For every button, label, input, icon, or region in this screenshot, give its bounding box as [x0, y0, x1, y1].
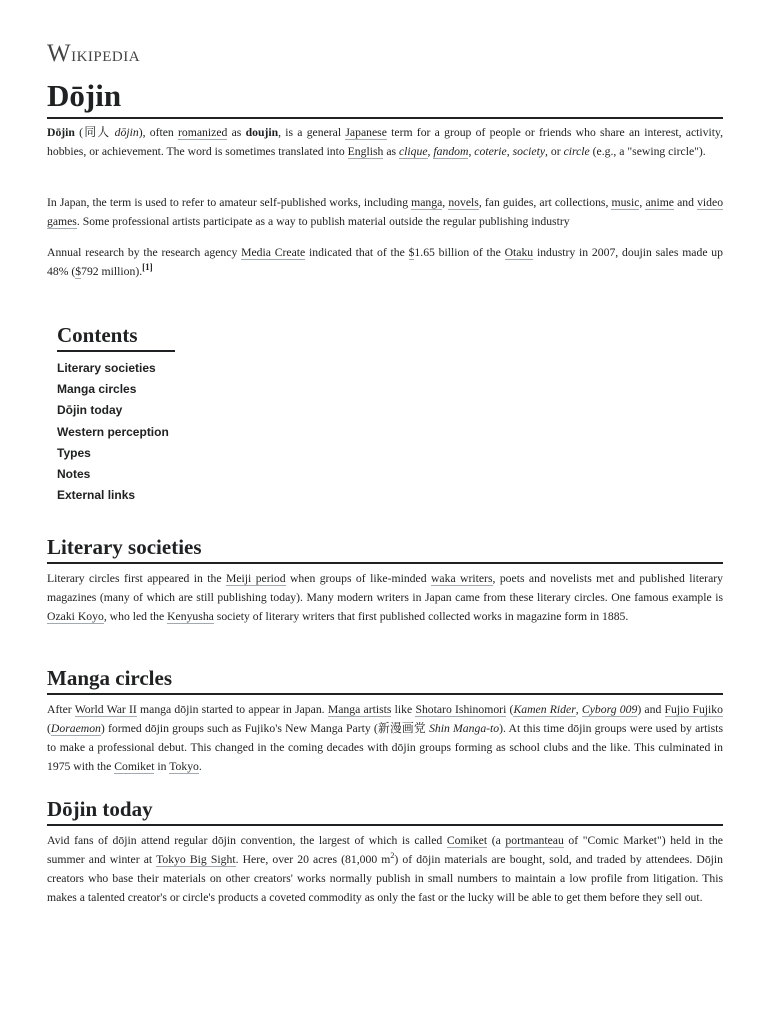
citation-ref-1[interactable]: [1] — [142, 262, 153, 273]
link-manga[interactable]: manga — [411, 196, 443, 209]
text: , poets and novelists met and published literary magazines (many of which are still publishing today). Many modern writers in Japan came from these literary circles. One famous example is — [47, 572, 723, 604]
link-kenyusha[interactable]: Kenyusha — [167, 610, 214, 623]
toc-item-dojin-today[interactable]: Dōjin today — [57, 403, 123, 418]
link-clique[interactable]: clique — [398, 145, 428, 158]
text: , fan guides, art collections, — [478, 196, 612, 209]
text: in — [154, 760, 170, 773]
link-media-create[interactable]: Media Create — [241, 246, 306, 259]
link-meiji-period[interactable]: Meiji period — [225, 572, 286, 585]
table-of-contents — [57, 320, 277, 506]
dojin-today-paragraph — [47, 831, 723, 907]
superscript-2: 2 — [390, 851, 395, 861]
link-fandom[interactable]: fandom — [433, 145, 469, 158]
text: as — [383, 145, 399, 158]
text: manga dōjin started to appear in Japan. — [136, 703, 328, 716]
text: ), often — [138, 126, 179, 139]
text: society of literary writers that first published collected works in magazine form in 1885. — [213, 610, 629, 623]
text: , or — [545, 145, 564, 158]
toc-list — [57, 358, 277, 506]
link-comiket[interactable]: Comiket — [114, 760, 155, 773]
term-bold: Dōjin — [47, 126, 75, 139]
manga-circles-paragraph — [47, 700, 723, 776]
text: (e.g., a "sewing circle"). — [589, 145, 706, 158]
link-tokyo-big-sight[interactable]: Tokyo Big Sight — [156, 853, 236, 866]
link-japanese[interactable]: Japanese — [345, 126, 387, 139]
text: , — [427, 145, 434, 158]
link-world-war-ii[interactable]: World War II — [74, 703, 137, 716]
text: , — [468, 145, 475, 158]
term-doujin: doujin — [245, 126, 279, 139]
term-shin-manga-to: Shin Manga-to — [429, 722, 500, 735]
link-ozaki-koyo[interactable]: Ozaki Koyo — [47, 610, 104, 623]
toc-item-manga-circles[interactable]: Manga circles — [57, 382, 137, 397]
text: , who led the — [103, 610, 168, 623]
text: Literary circles first appeared in the — [47, 572, 226, 585]
wikipedia-wordmark[interactable] — [47, 40, 140, 68]
text: , the largest of which is called — [292, 834, 447, 847]
text: (同人 — [74, 126, 115, 139]
link-english[interactable]: English — [347, 145, 384, 158]
toc-item-external-links[interactable]: External links — [57, 488, 136, 503]
term-coterie: coterie — [474, 145, 507, 158]
link-comiket-2[interactable]: Comiket — [446, 834, 488, 847]
text: as — [227, 126, 246, 139]
text: , — [442, 196, 449, 209]
intro-paragraph-3 — [47, 243, 723, 281]
link-tokyo[interactable]: Tokyo — [169, 760, 199, 773]
section-heading-manga-circles: Manga circles — [47, 664, 723, 695]
toc-item-literary-societies[interactable]: Literary societies — [57, 361, 156, 375]
link-cyborg-009[interactable]: Cyborg 009 — [581, 703, 638, 716]
link-music[interactable]: music — [611, 196, 640, 209]
intro-paragraph-2 — [47, 193, 723, 231]
text: , — [639, 196, 646, 209]
link-waka-writers[interactable]: waka writers — [430, 572, 493, 585]
text: ) and — [637, 703, 665, 716]
link-doraemon[interactable]: Doraemon — [50, 722, 101, 735]
toc-title: Contents — [57, 320, 175, 352]
text: industry in 2007, doujin sales made up 48% ( — [47, 246, 723, 278]
page-title: Dōjin — [47, 76, 723, 119]
text: ) formed dōjin groups such as Fujiko's New Manga Party (新漫画党 — [100, 722, 430, 735]
text: 792 million). — [81, 265, 143, 278]
link-dollar-2[interactable]: $ — [75, 265, 82, 278]
term-circle: circle — [563, 145, 590, 158]
link-romanized[interactable]: romanized — [178, 126, 228, 139]
text: ). At this time dōjin groups were used by artists to make a professional debut. This changed in the coming decades with dōjin groups forming as school clubs and the like. This culminated in 1975 with the — [47, 722, 724, 773]
text: (a — [487, 834, 506, 847]
toc-item-western-perception[interactable]: Western perception — [57, 424, 169, 439]
link-video-games[interactable]: video games — [47, 196, 724, 228]
toc-item-notes[interactable]: Notes — [57, 467, 91, 482]
text: Annual research by the research agency — [47, 246, 242, 259]
term-society: society — [512, 145, 546, 158]
wordmark-initial: W — [47, 40, 72, 67]
text: , — [575, 703, 582, 716]
text: and — [674, 196, 698, 209]
link-novels[interactable]: novels — [448, 196, 479, 209]
link-anime[interactable]: anime — [645, 196, 674, 209]
intro-paragraph-1 — [47, 123, 723, 161]
text: After — [47, 703, 75, 716]
link-portmanteau[interactable]: portmanteau — [505, 834, 564, 847]
literary-societies-paragraph — [47, 569, 723, 626]
link-shotaro-ishinomori[interactable]: Shotaro Ishinomori — [415, 703, 507, 716]
text: of "Comic Market") held in the summer and winter at — [47, 834, 723, 866]
section-heading-dojin-today: Dōjin today — [47, 795, 723, 826]
text: when groups of like-minded — [285, 572, 431, 585]
text: ( — [506, 703, 514, 716]
link-manga-artists[interactable]: Manga artists — [327, 703, 392, 716]
text: . Some professional artists participate as a way to publish material outside the regular publishing industry — [76, 215, 570, 228]
text: , — [506, 145, 513, 158]
link-otaku[interactable]: Otaku — [504, 246, 534, 259]
romaji-term: dōjin — [114, 126, 139, 139]
text: like — [391, 703, 416, 716]
text: term for a group of people or friends who share an interest, activity, hobbies, or achievement. The word is sometimes translated into — [47, 126, 724, 158]
text: . Here, over 20 acres (81,000 m — [235, 853, 391, 866]
section-heading-literary-societies: Literary societies — [47, 533, 723, 564]
text: indicated that of the — [305, 246, 409, 259]
wordmark-rest: ikipedia — [71, 41, 141, 66]
link-dollar[interactable]: $ — [408, 246, 415, 259]
text: In Japan, the term is used to refer to amateur self-published works, including — [47, 196, 412, 209]
link-fujio-fujiko[interactable]: Fujio Fujiko — [664, 703, 723, 716]
link-kamen-rider[interactable]: Kamen Rider — [513, 703, 576, 716]
text: ) of dōjin materials are bought, sold, and traded by attendees. Dōjin creators who base their materials on other creators' works normally publish in small numbers to maintain a low profile from litigation. This makes a talented creator's or circle's products a coveted commodity as only the fast or the lucky will be able to get them before they sell out. — [47, 853, 723, 904]
text: . — [198, 760, 202, 773]
text: , is a general — [278, 126, 346, 139]
toc-item-types[interactable]: Types — [57, 445, 91, 460]
text: 1.65 billion of the — [414, 246, 505, 259]
text: ( — [47, 722, 51, 735]
text: Avid fans of dōjin attend regular dōjin convention — [47, 834, 293, 847]
